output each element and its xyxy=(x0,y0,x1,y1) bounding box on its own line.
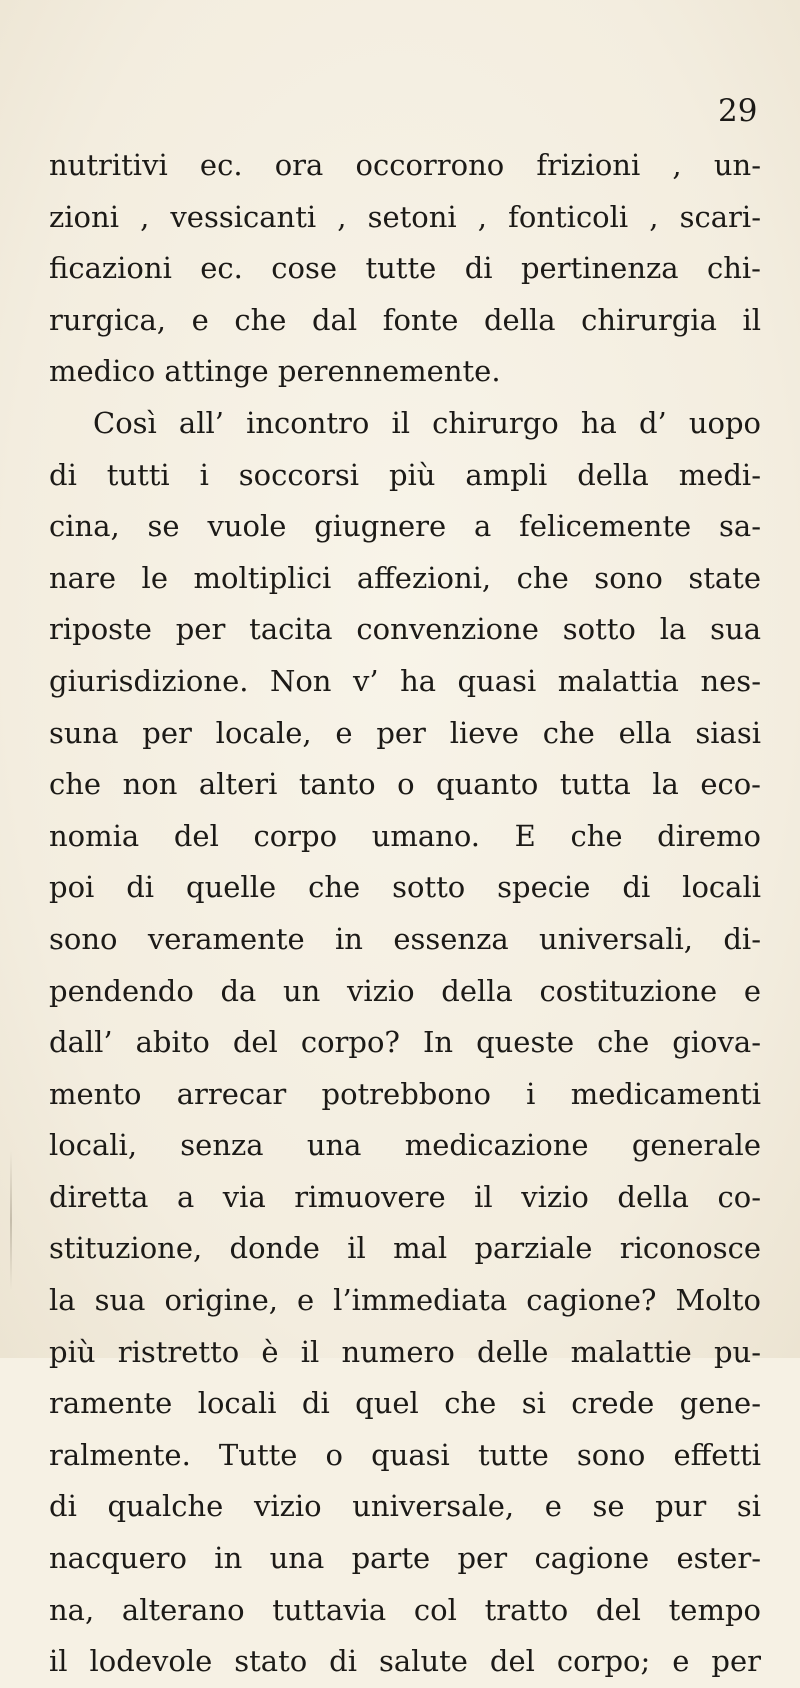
text-line: na, alterano tuttavia col tratto del tempo xyxy=(49,1592,761,1627)
margin-shadow xyxy=(10,1150,12,1290)
text-line: più ristretto è il numero delle malattie pu- xyxy=(49,1334,761,1369)
text-line: pendendo da un vizio della costituzione e xyxy=(49,973,761,1008)
text-line: poi di quelle che sotto specie di locali xyxy=(49,870,761,905)
text-line: nacquero in una parte per cagione ester- xyxy=(49,1541,761,1576)
text-line: Così all’ incontro il chirurgo ha d’ uopo xyxy=(93,405,761,440)
text-line: ralmente. Tutte o quasi tutte sono effetti xyxy=(49,1437,761,1472)
text-line: sono veramente in essenza universali, di- xyxy=(49,921,761,956)
text-line: la sua origine, e l’immediata cagione? Molto xyxy=(49,1283,761,1318)
text-line: mento arrecar potrebbono i medicamenti xyxy=(49,1076,761,1111)
text-line: ficazioni ec. cose tutte di pertinenza chi- xyxy=(49,251,761,286)
text-line: zioni , vessicanti , setoni , fonticoli , scari- xyxy=(49,199,761,234)
text-line: medico attinge perennemente. xyxy=(49,354,501,389)
text-line: dall’ abito del corpo? In queste che giova- xyxy=(49,1025,761,1060)
text-line: diretta a via rimuovere il vizio della co- xyxy=(49,1179,761,1214)
page-number: 29 xyxy=(718,93,758,129)
text-line: ramente locali di quel che si crede gene- xyxy=(49,1386,761,1421)
text-line: suna per locale, e per lieve che ella siasi xyxy=(49,715,761,750)
text-line: nomia del corpo umano. E che diremo xyxy=(49,818,761,853)
text-line: cina, se vuole giugnere a felicemente sa- xyxy=(49,509,761,544)
text-line: di qualche vizio universale, e se pur si xyxy=(49,1489,761,1524)
text-line: che non alteri tanto o quanto tutta la eco- xyxy=(49,767,761,802)
text-line: nare le moltiplici affezioni, che sono state xyxy=(49,560,761,595)
text-line: giurisdizione. Non v’ ha quasi malattia nes- xyxy=(49,663,761,698)
text-line: nutritivi ec. ora occorrono frizioni , un- xyxy=(49,148,761,182)
text-line: riposte per tacita convenzione sotto la sua xyxy=(49,612,761,647)
body-text xyxy=(49,140,761,1688)
text-line: di tutti i soccorsi più ampli della medi- xyxy=(49,457,761,492)
text-line: rurgica, e che dal fonte della chirurgia il xyxy=(49,302,761,337)
text-line: stituzione, donde il mal parziale riconosce xyxy=(49,1231,761,1266)
text-line: il lodevole stato di salute del corpo; e per xyxy=(49,1644,761,1679)
text-line: locali, senza una medicazione generale xyxy=(49,1128,761,1163)
